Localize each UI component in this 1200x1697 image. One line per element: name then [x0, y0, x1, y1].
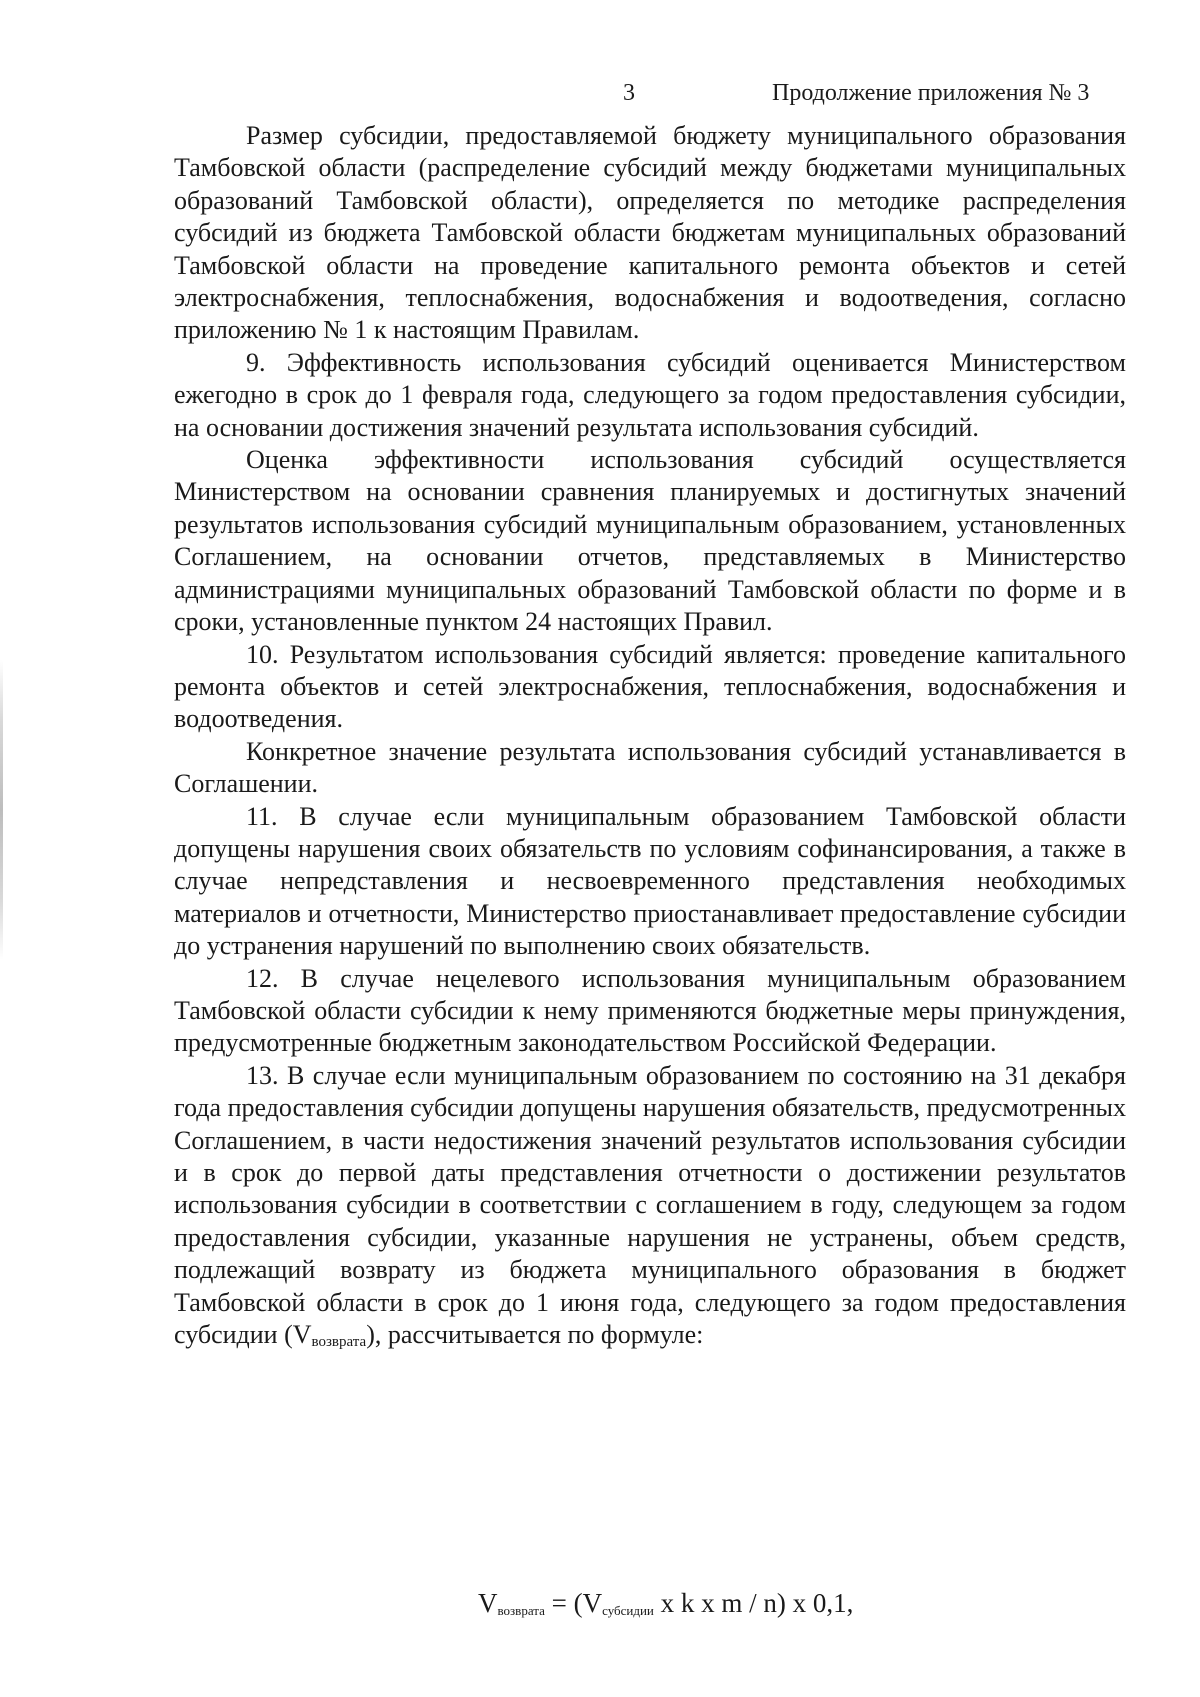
- paragraph-efficiency-assessment: Оценка эффективности использования субсидий осуществляется Министерством на основании сравнения планируемых и достигнутых значений результатов использования субсидий муниципальным образованием, установленных Соглашением, на основании отчетов, представляемых в Министерство администрациями муниципальных образований Тамбовской области по форме и в сроки, установленные пунктом 24 настоящих Правил.: [174, 445, 1126, 637]
- paragraph-11: 11. В случае если муниципальным образованием Тамбовской области допущены нарушения своих обязательств по условиям софинансирования, а также в случае непредставления и несвоевременного представления необходимых материалов и отчетности, Министерство приостанавливает предоставление субсидии до устранения нарушений по выполнению своих обязательств.: [174, 801, 1126, 961]
- formula-rest: x k x m / n) x 0,1,: [653, 1588, 854, 1618]
- paragraph-10: 10. Результатом использования субсидий является: проведение капитального ремонта объектов и сетей электроснабжения, теплоснабжения, водоснабжения и водоотведения.: [174, 639, 1126, 734]
- page-number: 3: [623, 80, 635, 106]
- appendix-continuation-note: Продолжение приложения № 3: [772, 80, 1090, 106]
- paragraph-13: [174, 1060, 1126, 1359]
- formula-v-refund: V: [478, 1588, 498, 1618]
- scan-edge-mark: [0, 660, 3, 960]
- paragraph-13-tail: ), рассчитывается по формуле:: [366, 1320, 704, 1350]
- paragraph-12: 12. В случае нецелевого использования муниципальным образованием Тамбовской области субсидии к нему применяются бюджетные меры принуждения, предусмотренные бюджетным законодательством Российской Федерации.: [174, 963, 1126, 1058]
- paragraph-13-text: 13. В случае если муниципальным образованием по состоянию на 31 декабря года предоставления субсидии допущены нарушения обязательств, предусмотренных Соглашением, в части недостижения значений результатов использования субсидии и в срок до первой даты представления отчетности о достижении результатов использования субсидии в соответствии с соглашением в году, следующем за годом предоставления субсидии, указанные нарушения не устранены, объем средств, подлежащий возврату из бюджета муниципального образования в бюджет Тамбовской области в срок до 1 июня года, следующего за годом предоставления субсидии (V: [174, 1060, 1126, 1350]
- paragraph-subsidy-size: Размер субсидии, предоставляемой бюджету муниципального образования Тамбовской области (распределение субсидий между бюджетами муниципальных образований Тамбовской области), определяется по методике распределения субсидий из бюджета Тамбовской области бюджетам муниципальных образований Тамбовской области на проведение капитального ремонта объектов и сетей электроснабжения, теплоснабжения, водоснабжения и водоотведения, согласно приложению № 1 к настоящим Правилам.: [174, 121, 1126, 345]
- document-body: [174, 120, 1126, 1358]
- formula-sub-refund: возврата: [497, 1603, 545, 1618]
- paragraph-13-subscript: возврата: [311, 1334, 367, 1351]
- formula-sub-subsidy: субсидии: [602, 1603, 654, 1618]
- formula-equals-v-subsidy: = (V: [544, 1588, 603, 1618]
- paragraph-result-value: Конкретное значение результата использования субсидий устанавливается в Соглашении.: [174, 736, 1126, 799]
- refund-formula: [478, 1586, 853, 1628]
- paragraph-9: 9. Эффективность использования субсидий оценивается Министерством ежегодно в срок до 1 февраля года, следующего за годом предоставления субсидии, на основании достижения значений результата использования субсидий.: [174, 347, 1126, 442]
